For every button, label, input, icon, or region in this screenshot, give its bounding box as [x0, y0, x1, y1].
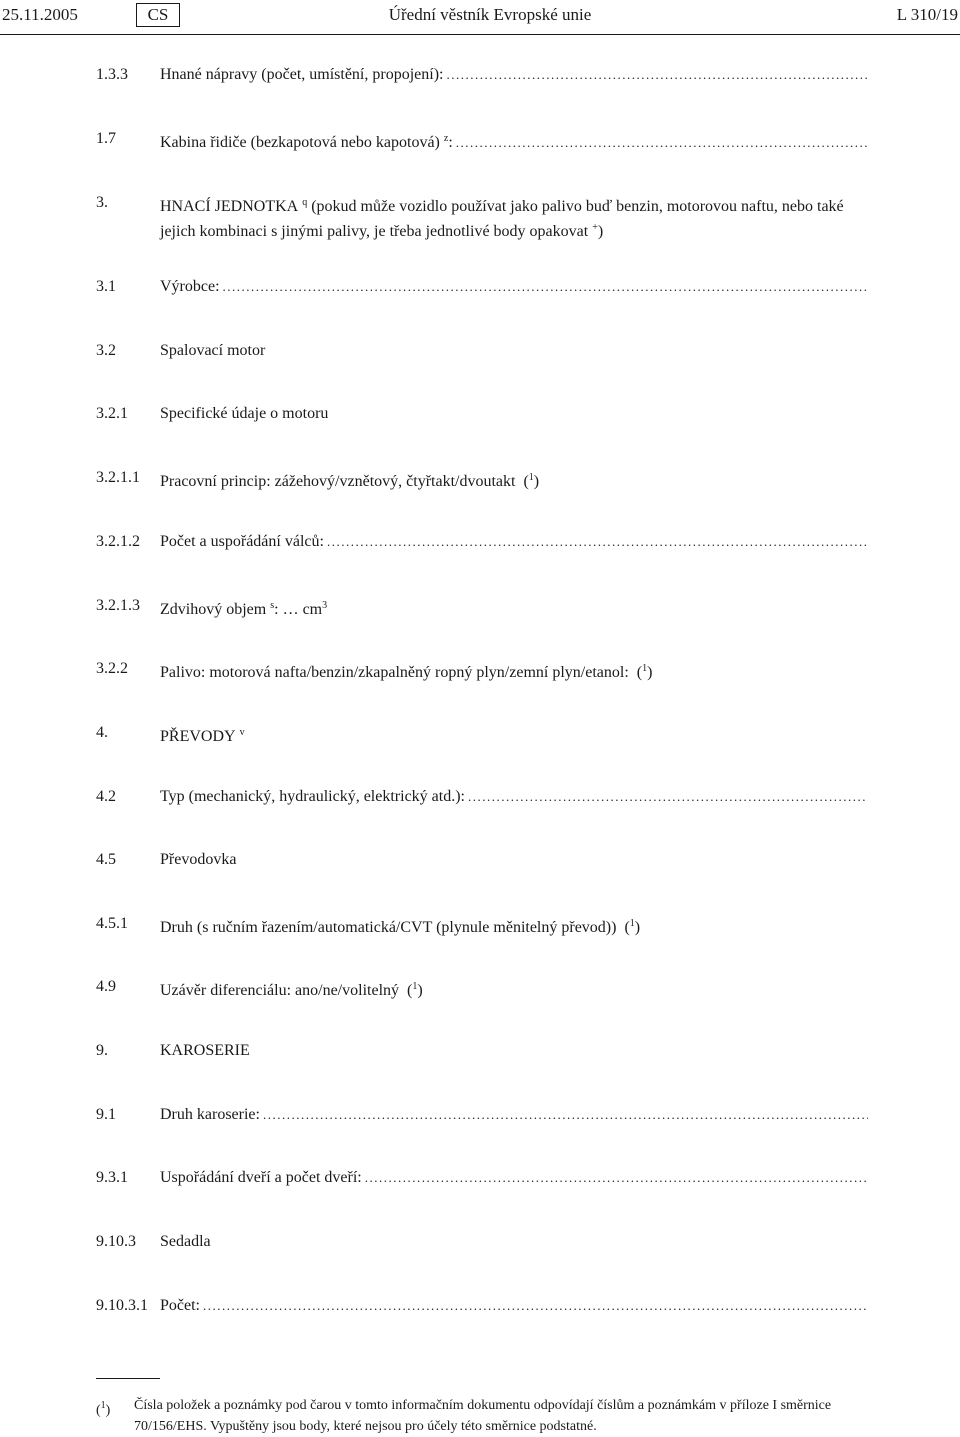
item-label: Počet a uspořádání válců: [160, 533, 324, 550]
item-label: Převodovka [160, 851, 237, 868]
item-number: 4.2 [96, 788, 116, 805]
fill-in-dotted-line [203, 1295, 868, 1316]
item-label: Sedadla [160, 1233, 211, 1250]
item-label: Specifické údaje o motoru [160, 405, 329, 422]
item-number: 3.2.1 [96, 405, 128, 422]
item-number: 1.3.3 [96, 66, 128, 83]
item-label: Hnané nápravy (počet, umístění, propojení): [160, 66, 444, 83]
footnote-text: Čísla položek a poznámky pod čarou v tomto informačním dokumentu odpovídají číslům a poznámkám v příloze I směrnice 70/156/EHS. Vypuštěny jsou body, které nejsou pro účely této směrnice podstatné. [134, 1398, 832, 1434]
item-label: Kabina řidiče (bezkapotová nebo kapotová) $^z$: [160, 133, 453, 151]
note-reference: v [239, 727, 245, 738]
item-label: Počet: [160, 1297, 200, 1314]
footnote-separator [96, 1378, 160, 1379]
footnote-reference: 1 [629, 918, 635, 929]
unit-exponent: 3 [322, 600, 328, 611]
item-label: Druh (s ručním řazením/automatická/CVT (plynule měnitelný převod)) ($^1$) [160, 918, 641, 936]
fill-in-dotted-line [468, 786, 868, 807]
item-number: 3. [96, 194, 108, 211]
item-number: 3.2.1.2 [96, 533, 140, 550]
header-rule [0, 34, 960, 35]
section-heading [96, 192, 868, 240]
item-label: HNACÍ JEDNOTKA $^q$ (pokud může vozidlo používat jako palivo buď benzin, motorovou naftu, nebo také jejich kombinaci s jinými palivy, je třeba jednotlivé body opakovat +) [160, 197, 844, 240]
item-number: 9.1 [96, 1106, 116, 1123]
fill-in-dotted-line [327, 531, 868, 552]
item-number: 9. [96, 1042, 108, 1059]
item-number: 9.10.3.1 [96, 1297, 148, 1314]
item-number: 4.5 [96, 851, 116, 868]
header-language-box: CS [136, 3, 180, 27]
item-number: 4. [96, 724, 108, 741]
fill-in-dotted-line [446, 64, 868, 85]
item-label: Pracovní princip: zážehový/vznětový, čtyřtakt/dvoutakt ($^1$) [160, 472, 540, 490]
item-number: 9.10.3 [96, 1233, 136, 1250]
header-journal-title: Úřední věstník Evropské unie [388, 5, 592, 24]
note-reference: q [302, 197, 308, 208]
item-number: 1.7 [96, 130, 116, 147]
fill-in-dotted-line [223, 276, 868, 297]
item-number: 3.1 [96, 278, 116, 295]
item-number: 3.2.2 [96, 660, 128, 677]
item-number: 3.2.1.3 [96, 597, 140, 614]
item-number: 3.2.1.1 [96, 469, 140, 486]
item-number: 4.5.1 [96, 915, 128, 932]
header-date: 25.11.2005 [2, 5, 78, 24]
item-label: Spalovací motor [160, 342, 266, 359]
item-label: Uzávěr diferenciálu: ano/ne/volitelný ($^1$) [160, 981, 423, 999]
item-label: Palivo: motorová nafta/benzin/zkapalněný ropný plyn/zemní plyn/etanol: ($^1$) [160, 663, 653, 681]
item-label: Typ (mechanický, hydraulický, elektrický atd.): [160, 788, 465, 805]
footnote-reference: 1 [642, 663, 648, 674]
note-reference: + [592, 222, 598, 233]
item-number: 3.2 [96, 342, 116, 359]
item-label: Zdvihový objem $^s$: … $cm^3$ [160, 600, 328, 618]
header-page-number: L 310/19 [896, 5, 958, 24]
note-reference: z [443, 133, 449, 144]
item-label: Výrobce: [160, 278, 220, 295]
note-reference: s [270, 600, 275, 611]
item-label: KAROSERIE [160, 1042, 250, 1059]
item-number: 9.3.1 [96, 1169, 128, 1186]
item-label: Uspořádání dveří a počet dveří: [160, 1169, 362, 1186]
fill-in-dotted-line [365, 1167, 868, 1188]
fill-in-dotted-line [263, 1104, 868, 1125]
item-label: Druh karoserie: [160, 1106, 260, 1123]
footnote-marker: ($^1$) [96, 1400, 111, 1418]
footnote-reference: 1 [528, 472, 534, 483]
fill-in-dotted-line [456, 132, 868, 153]
item-number: 4.9 [96, 978, 116, 995]
item-label: PŘEVODY $^v$ [160, 727, 245, 745]
footnote-reference: 1 [412, 981, 418, 992]
